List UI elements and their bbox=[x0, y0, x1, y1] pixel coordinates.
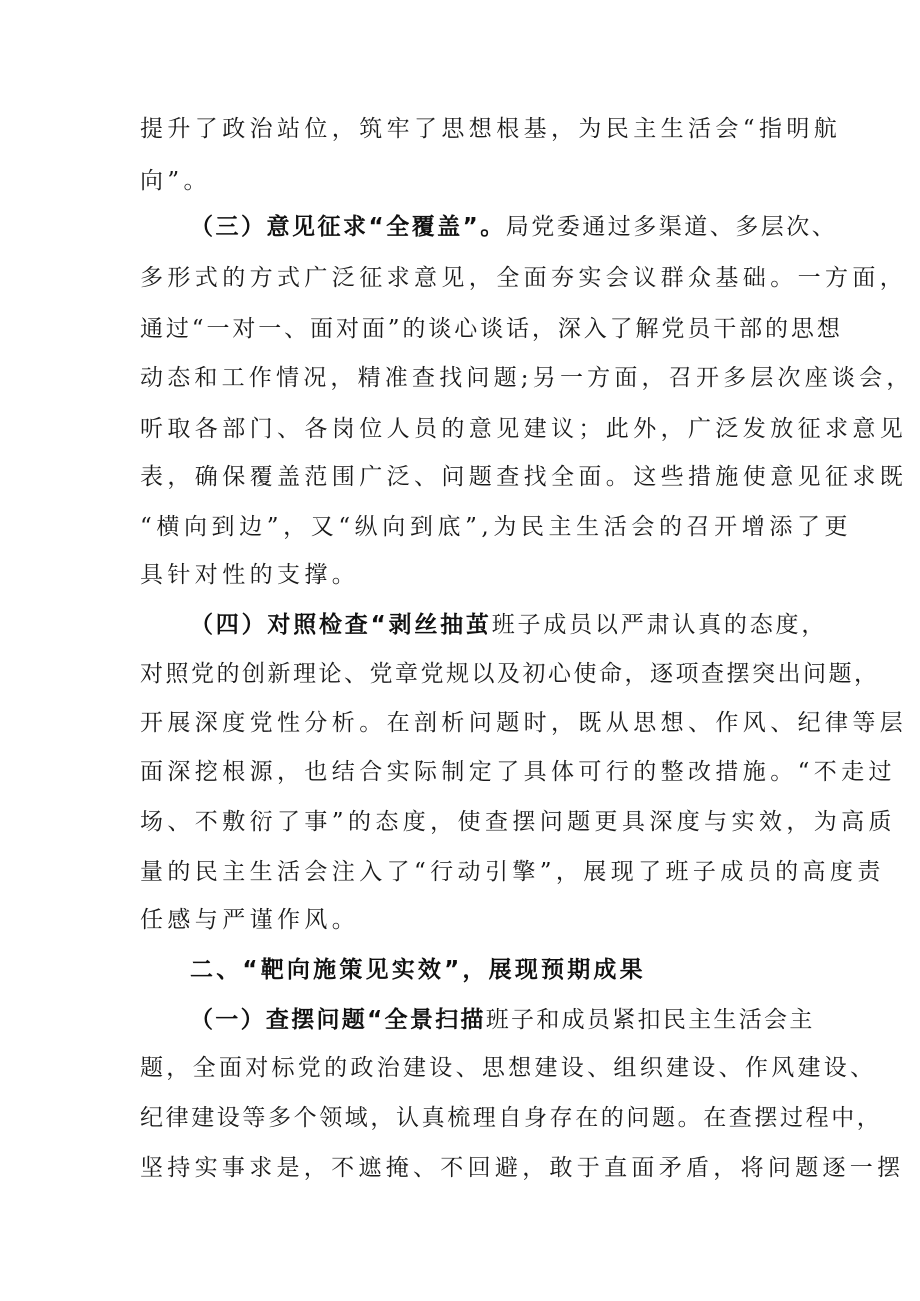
body-line bbox=[140, 857, 885, 887]
body-line bbox=[140, 263, 907, 293]
paragraph-line-heading bbox=[190, 212, 837, 242]
body-line bbox=[140, 659, 880, 689]
body-text: 动态和工作情况，精准查找问题;另一方面，召开多层次座谈会， bbox=[140, 365, 914, 391]
body-text: 开展深度党性分析。在剖析问题时，既从思想、作风、纪律等层 bbox=[140, 710, 908, 736]
body-text: 坚持实事求是，不遮掩、不回避，敢于直面矛盾，将问题逐一摆 bbox=[140, 1155, 905, 1181]
body-text: 班子成员以严肃认真的态度， bbox=[491, 612, 828, 638]
section-title-line bbox=[190, 955, 646, 985]
body-line bbox=[140, 1103, 882, 1133]
body-line bbox=[140, 708, 907, 738]
body-text: 班子和成员紧扣民主生活会主 bbox=[485, 1007, 815, 1033]
body-line bbox=[140, 757, 896, 787]
body-line bbox=[140, 1053, 876, 1083]
body-line bbox=[140, 1153, 904, 1183]
body-text: 具针对性的支撑。 bbox=[140, 562, 360, 588]
body-text: 听取各部门、各岗位人员的意见建议；此外，广泛发放征求意见 bbox=[140, 416, 908, 442]
section-title-2: 二、“靶向施策见实效”，展现预期成果 bbox=[190, 957, 646, 983]
body-line bbox=[140, 414, 907, 444]
body-line bbox=[140, 166, 211, 196]
body-text: 多形式的方式广泛征求意见，全面夯实会议群众基础。一方面， bbox=[140, 265, 908, 291]
body-text: “横向到边”，又“纵向到底”,为民主生活会的召开增添了更 bbox=[140, 514, 853, 540]
body-line bbox=[140, 905, 359, 935]
body-line bbox=[140, 807, 896, 837]
body-text: 场、不敷衍了事”的态度，使查摆问题更具深度与实效，为高质 bbox=[140, 809, 896, 835]
body-text: 局党委通过多渠道、多层次、 bbox=[505, 214, 838, 240]
body-line bbox=[140, 363, 914, 393]
body-text: 提升了政治站位，筑牢了思想根基，为民主生活会“指明航 bbox=[140, 116, 842, 142]
paragraph-line-heading bbox=[190, 1005, 815, 1035]
body-text: 面深挖根源，也结合实际制定了具体可行的整改措施。“不走过 bbox=[140, 759, 896, 785]
section-heading-1: （一）查摆问题“全景扫描 bbox=[190, 1007, 486, 1033]
body-line bbox=[140, 512, 852, 542]
body-line bbox=[140, 560, 359, 590]
body-text: 纪律建设等多个领域，认真梳理自身存在的问题。在查摆过程中， bbox=[140, 1105, 883, 1131]
section-heading-3: （三）意见征求“全覆盖”。 bbox=[190, 214, 506, 240]
body-text: 题，全面对标党的政治建设、思想建设、组织建设、作风建设、 bbox=[140, 1055, 877, 1081]
body-text: 表，确保覆盖范围广泛、问题查找全面。这些措施使意见征求既 bbox=[140, 464, 908, 490]
body-text: 量的民主生活会注入了“行动引擎”，展现了班子成员的高度责 bbox=[140, 859, 885, 885]
section-heading-4: （四）对照检查“剥丝抽茧 bbox=[190, 612, 492, 638]
body-line bbox=[140, 462, 907, 492]
body-text: 向”。 bbox=[140, 168, 211, 194]
paragraph-line-heading bbox=[190, 610, 827, 640]
body-line bbox=[140, 314, 843, 344]
body-text: 通过“一对一、面对面”的谈心谈话，深入了解党员干部的思想 bbox=[140, 316, 843, 342]
body-line bbox=[140, 114, 841, 144]
body-text: 对照党的创新理论、党章党规以及初心使命，逐项查摆突出问题， bbox=[140, 661, 880, 687]
body-text: 任感与严谨作风。 bbox=[140, 907, 360, 933]
